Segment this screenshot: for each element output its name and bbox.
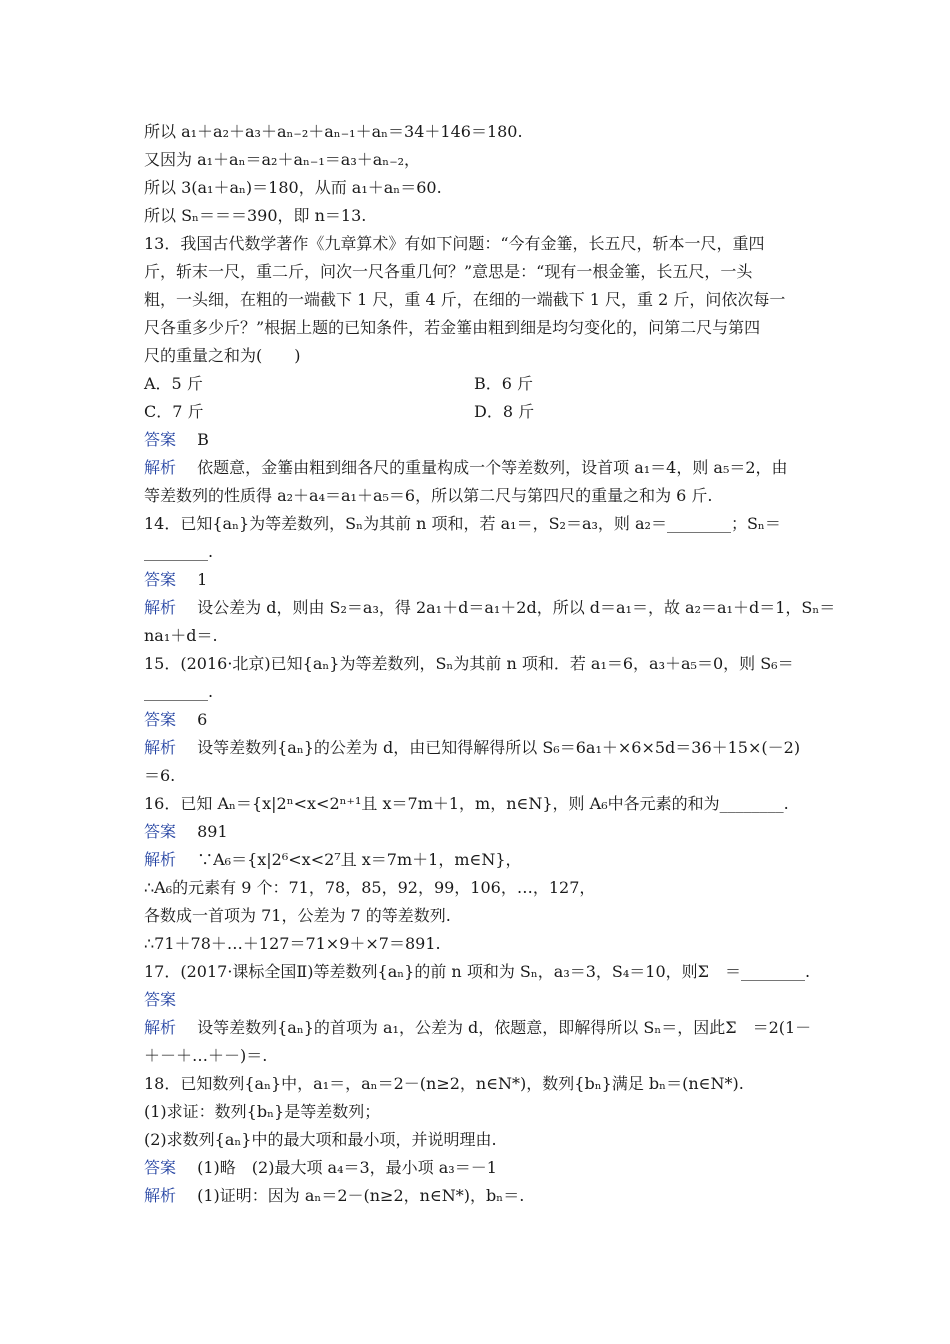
analysis-label: 解析 <box>144 738 177 757</box>
answer-value: (1)略 (2)最大项 a₄＝3，最小项 a₃＝－1 <box>197 1158 497 1177</box>
answer-label: 答案 <box>144 570 177 589</box>
analysis-row <box>144 738 810 758</box>
question-13: 粗，一头细，在粗的一端截下 1 尺，重 4 斤，在细的一端截下 1 尺，重 2 斤，问依次每一 <box>144 290 786 309</box>
analysis-text: (1)证明：因为 aₙ＝2－(n≥2，n∈N*)，bₙ＝. <box>197 1186 525 1205</box>
answer-label: 答案 <box>144 990 177 1009</box>
question-18: 18．已知数列{aₙ}中，a₁＝，aₙ＝2－(n≥2，n∈N*)，数列{bₙ}满足 bₙ＝(n∈N*). <box>144 1074 744 1093</box>
question-17: 17．(2017·课标全国Ⅱ)等差数列{aₙ}的前 n 项和为 Sₙ，a₃＝3，S₄＝10，则Σ ＝________. <box>144 962 811 981</box>
text-line: 所以 a₁＋a₂＋a₃＋aₙ₋₂＋aₙ₋₁＋aₙ＝34＋146＝180. <box>144 122 523 141</box>
question-18: (1)求证：数列{bₙ}是等差数列； <box>144 1102 381 1121</box>
question-14: 14．已知{aₙ}为等差数列，Sₙ为其前 n 项和，若 a₁＝，S₂＝a₃，则 a₂＝________；Sₙ＝ <box>144 514 781 533</box>
analysis-text: ＋－＋…＋－)＝. <box>144 1046 268 1065</box>
question-13: 尺的重量之和为( ) <box>144 346 301 365</box>
analysis-text: 设等差数列{aₙ}的首项为 a₁，公差为 d，依题意，即解得所以 Sₙ＝，因此Σ ＝2(1－ <box>197 1018 812 1037</box>
answer-value: B <box>197 430 209 449</box>
answer-row <box>144 570 810 590</box>
answer-row <box>144 822 810 842</box>
analysis-label: 解析 <box>144 1018 177 1037</box>
analysis-text: 设公差为 d，则由 S₂＝a₃，得 2a₁＋d＝a₁＋2d，所以 d＝a₁＝，故 a₂＝a₁＋d＝1，Sₙ＝ <box>197 598 836 617</box>
option-c: C．7 斤 <box>144 402 204 421</box>
analysis-text: ＝6. <box>144 766 176 785</box>
analysis-text: 设等差数列{aₙ}的公差为 d，由已知得解得所以 S₆＝6a₁＋×6×5d＝36＋15×(－2) <box>197 738 801 757</box>
analysis-row <box>144 1186 810 1206</box>
question-15: ________. <box>144 682 214 701</box>
analysis-text: ∴A₆的元素有 9 个：71，78，85，92，99，106，…，127， <box>144 878 596 897</box>
analysis-label: 解析 <box>144 458 177 477</box>
answer-row <box>144 430 810 450</box>
answer-value: 1 <box>197 570 208 589</box>
text-line: 又因为 a₁＋aₙ＝a₂＋aₙ₋₁＝a₃＋aₙ₋₂， <box>144 150 421 169</box>
analysis-row <box>144 458 810 478</box>
answer-label: 答案 <box>144 430 177 449</box>
analysis-text: na₁＋d＝. <box>144 626 218 645</box>
text-line: 所以 3(a₁＋aₙ)＝180，从而 a₁＋aₙ＝60. <box>144 178 442 197</box>
analysis-text: 等差数列的性质得 a₂＋a₄＝a₁＋a₅＝6，所以第二尺与第四尺的重量之和为 6 斤. <box>144 486 713 505</box>
analysis-text: 依题意，金箠由粗到细各尺的重量构成一个等差数列，设首项 a₁＝4，则 a₅＝2，由 <box>197 458 788 477</box>
answer-label: 答案 <box>144 710 177 729</box>
analysis-label: 解析 <box>144 850 177 869</box>
answer-row <box>144 1158 810 1178</box>
question-13: 13．我国古代数学著作《九章算术》有如下问题：“今有金箠，长五尺，斩本一尺，重四 <box>144 234 765 253</box>
analysis-text: ∵A₆＝{x|2⁶<x<2⁷且 x＝7m＋1，m∈N}， <box>197 850 522 869</box>
text-line: 所以 Sₙ＝＝＝390，即 n＝13. <box>144 206 367 225</box>
question-14: ________. <box>144 542 214 561</box>
option-a: A．5 斤 <box>144 374 203 393</box>
analysis-row <box>144 850 810 870</box>
analysis-label: 解析 <box>144 598 177 617</box>
analysis-row <box>144 1018 810 1038</box>
question-13: 斤，斩末一尺，重二斤，问次一尺各重几何？”意思是：“现有一根金箠，长五尺，一头 <box>144 262 753 281</box>
analysis-label: 解析 <box>144 1186 177 1205</box>
analysis-text: 各数成一首项为 71，公差为 7 的等差数列. <box>144 906 451 925</box>
answer-row <box>144 990 810 1010</box>
answer-label: 答案 <box>144 1158 177 1177</box>
analysis-row <box>144 598 836 618</box>
option-b: B．6 斤 <box>474 374 534 393</box>
answer-label: 答案 <box>144 822 177 841</box>
answer-row <box>144 710 810 730</box>
option-d: D．8 斤 <box>474 402 535 421</box>
question-15: 15．(2016·北京)已知{aₙ}为等差数列，Sₙ为其前 n 项和．若 a₁＝6，a₃＋a₅＝0，则 S₆＝ <box>144 654 794 673</box>
question-16: 16．已知 Aₙ＝{x|2ⁿ<x<2ⁿ⁺¹且 x＝7m＋1，m，n∈N}，则 A₆中各元素的和为________. <box>144 794 789 813</box>
answer-value: 6 <box>197 710 208 729</box>
answer-value: 891 <box>197 822 228 841</box>
analysis-text: ∴71＋78＋…＋127＝71×9＋×7＝891. <box>144 934 441 953</box>
question-13: 尺各重多少斤？”根据上题的已知条件，若金箠由粗到细是均匀变化的，问第二尺与第四 <box>144 318 761 337</box>
question-18: (2)求数列{aₙ}中的最大项和最小项，并说明理由. <box>144 1130 497 1149</box>
